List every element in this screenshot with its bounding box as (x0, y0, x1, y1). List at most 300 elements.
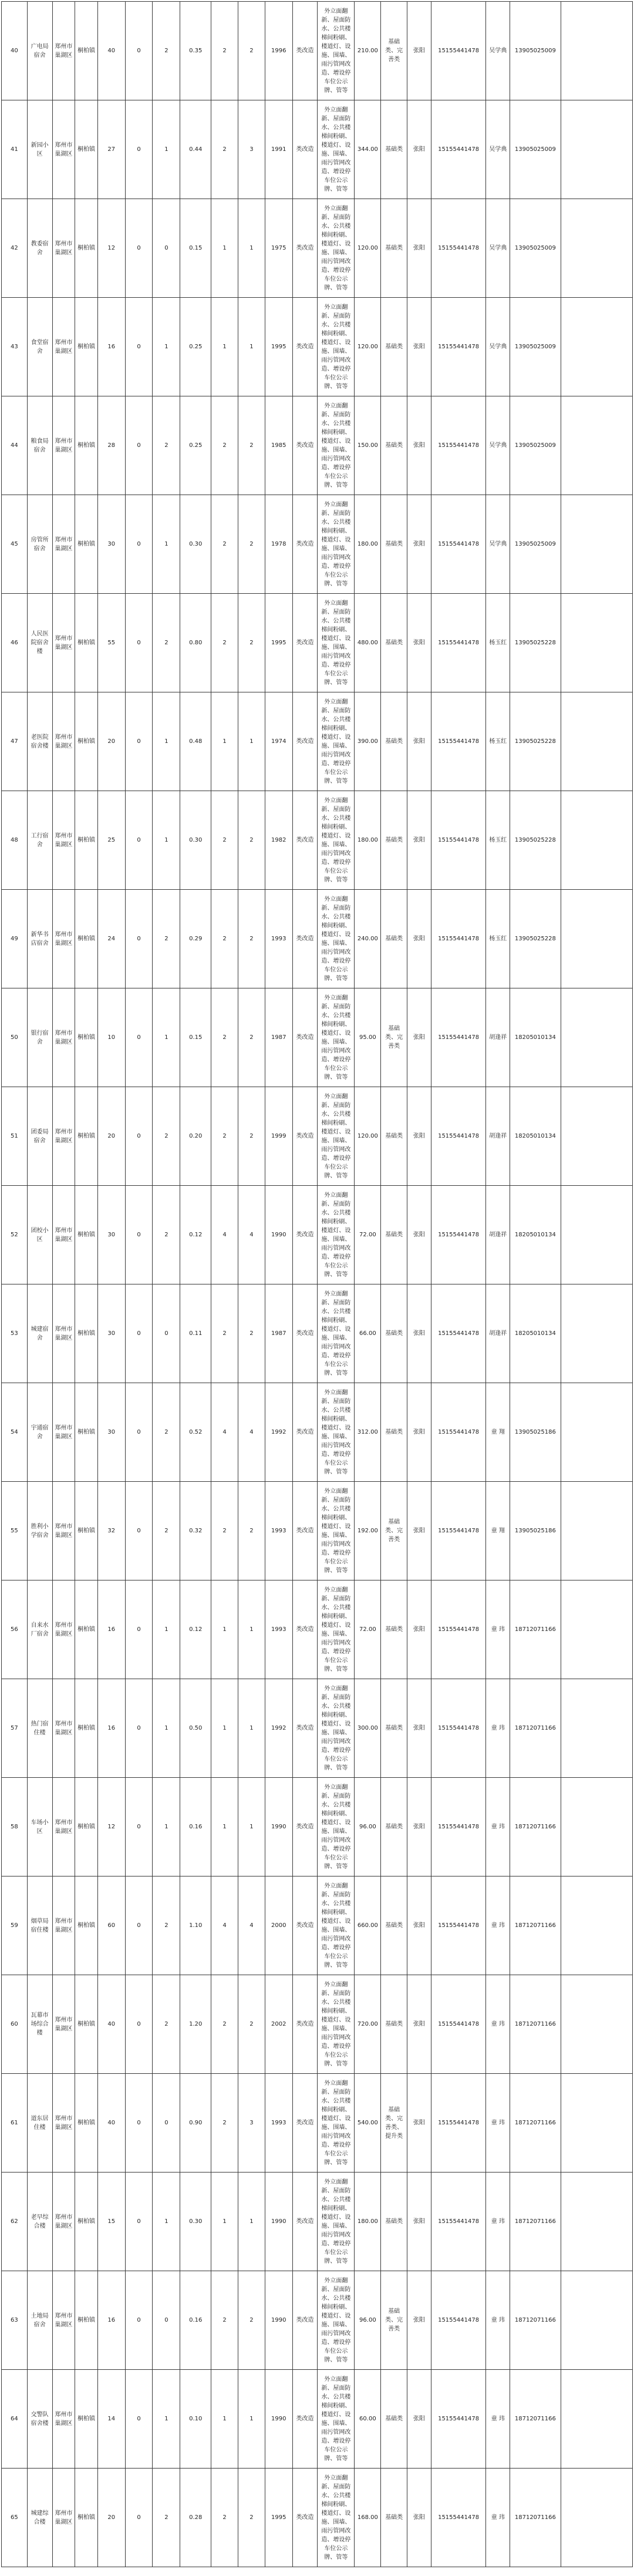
count-a: 0 (125, 2271, 153, 2370)
table-row (2, 1284, 633, 1383)
renovation-type: 类改造 (292, 2271, 318, 2370)
row-number: 46 (2, 594, 28, 692)
area: 1.10 (180, 1876, 211, 1975)
households: 14 (97, 2370, 125, 2469)
households: 20 (97, 2469, 125, 2567)
count-b: 1 (153, 1778, 180, 1876)
remarks (561, 1679, 632, 1778)
row-number: 49 (2, 890, 28, 988)
responsible-person: 张阳 (407, 199, 431, 298)
community-contact: 吴学典 (486, 100, 510, 199)
remarks (561, 396, 632, 495)
contact-phone: 15155441478 (431, 298, 486, 396)
row-number: 43 (2, 298, 28, 396)
buildings: 1 (211, 2173, 238, 2271)
street: 桐柏镇 (75, 2173, 98, 2271)
community-contact: 童 玮 (486, 2469, 510, 2567)
area: 0.44 (180, 100, 211, 199)
buildings: 2 (211, 495, 238, 594)
street: 桐柏镇 (75, 1186, 98, 1284)
responsible-person: 张阳 (407, 100, 431, 199)
renovation-content: 外立面翻新、屋面防水、公共楼梯间粉刷、楼道灯、设施、围墙、雨污管网改造、增设停车位公示牌、管等 (318, 396, 355, 495)
community-phone: 13905025009 (510, 199, 561, 298)
remarks (561, 199, 632, 298)
count-b: 0 (153, 1284, 180, 1383)
community-contact: 童 玮 (486, 2173, 510, 2271)
area: 0.15 (180, 988, 211, 1087)
households: 20 (97, 1087, 125, 1186)
build-year: 1982 (265, 791, 292, 890)
remarks (561, 1580, 632, 1679)
renovation-table (1, 1, 633, 2567)
street: 桐柏镇 (75, 1284, 98, 1383)
district: 郑州市巢湖区 (52, 1284, 75, 1383)
table-row (2, 1482, 633, 1580)
street: 桐柏镇 (75, 1580, 98, 1679)
investment-amount: 72.00 (355, 1580, 381, 1679)
renovation-type: 类改造 (292, 100, 318, 199)
renovation-type: 类改造 (292, 890, 318, 988)
count-a: 0 (125, 1679, 153, 1778)
units: 1 (238, 2173, 265, 2271)
renovation-content: 外立面翻新、屋面防水、公共楼梯间粉刷、楼道灯、设施、围墙、雨污管网改造、增设停车位公示牌、管等 (318, 1778, 355, 1876)
district: 郑州市巢湖区 (52, 100, 75, 199)
remarks (561, 988, 632, 1087)
responsible-person: 张阳 (407, 2173, 431, 2271)
community-contact: 吴学典 (486, 495, 510, 594)
renovation-type: 类改造 (292, 298, 318, 396)
count-a: 0 (125, 1284, 153, 1383)
community-name: 交警队宿舍楼 (27, 2370, 52, 2469)
buildings: 1 (211, 1679, 238, 1778)
buildings: 1 (211, 1580, 238, 1679)
community-phone: 13905025009 (510, 2, 561, 100)
remarks (561, 1284, 632, 1383)
build-year: 2002 (265, 1975, 292, 2074)
responsible-person: 张阳 (407, 1876, 431, 1975)
community-phone: 18712071166 (510, 1580, 561, 1679)
build-year: 1993 (265, 890, 292, 988)
renovation-type: 类改造 (292, 1975, 318, 2074)
renovation-type: 类改造 (292, 1482, 318, 1580)
remarks (561, 2370, 632, 2469)
renovation-category: 基础类 (381, 2173, 407, 2271)
renovation-category: 基础类 (381, 594, 407, 692)
district: 郑州市巢湖区 (52, 791, 75, 890)
table-row (2, 2, 633, 100)
count-a: 0 (125, 2370, 153, 2469)
investment-amount: 720.00 (355, 1975, 381, 2074)
renovation-category: 基础类 (381, 1975, 407, 2074)
table-row (2, 1876, 633, 1975)
build-year: 1993 (265, 1580, 292, 1679)
community-phone: 13905025228 (510, 791, 561, 890)
build-year: 1995 (265, 298, 292, 396)
renovation-content: 外立面翻新、屋面防水、公共楼梯间粉刷、楼道灯、设施、围墙、雨污管网改造、增设停车位公示牌、管等 (318, 1186, 355, 1284)
renovation-content: 外立面翻新、屋面防水、公共楼梯间粉刷、楼道灯、设施、围墙、雨污管网改造、增设停车位公示牌、管等 (318, 1284, 355, 1383)
units: 1 (238, 199, 265, 298)
street: 桐柏镇 (75, 199, 98, 298)
area: 0.32 (180, 1482, 211, 1580)
households: 25 (97, 791, 125, 890)
community-phone: 18712071166 (510, 1679, 561, 1778)
remarks (561, 2, 632, 100)
remarks (561, 2271, 632, 2370)
investment-amount: 96.00 (355, 1778, 381, 1876)
street: 桐柏镇 (75, 1876, 98, 1975)
community-phone: 18205010134 (510, 1186, 561, 1284)
households: 16 (97, 1679, 125, 1778)
households: 20 (97, 692, 125, 791)
district: 郑州市巢湖区 (52, 396, 75, 495)
street: 桐柏镇 (75, 495, 98, 594)
responsible-person: 张阳 (407, 1482, 431, 1580)
remarks (561, 100, 632, 199)
renovation-content: 外立面翻新、屋面防水、公共楼梯间粉刷、楼道灯、设施、围墙、雨污管网改造、增设停车位公示牌、管等 (318, 791, 355, 890)
row-number: 52 (2, 1186, 28, 1284)
street: 桐柏镇 (75, 1679, 98, 1778)
renovation-category: 基础类 (381, 1778, 407, 1876)
community-contact: 胡逢祥 (486, 1186, 510, 1284)
count-a: 0 (125, 1975, 153, 2074)
renovation-type: 类改造 (292, 1876, 318, 1975)
households: 30 (97, 1284, 125, 1383)
area: 0.12 (180, 1580, 211, 1679)
buildings: 2 (211, 1284, 238, 1383)
contact-phone: 15155441478 (431, 1186, 486, 1284)
count-a: 0 (125, 1482, 153, 1580)
count-b: 1 (153, 100, 180, 199)
buildings: 2 (211, 2, 238, 100)
build-year: 1995 (265, 2469, 292, 2567)
row-number: 41 (2, 100, 28, 199)
community-contact: 童 玮 (486, 2074, 510, 2173)
community-contact: 吴学典 (486, 199, 510, 298)
units: 3 (238, 2074, 265, 2173)
contact-phone: 15155441478 (431, 890, 486, 988)
buildings: 2 (211, 1482, 238, 1580)
contact-phone: 15155441478 (431, 1975, 486, 2074)
remarks (561, 495, 632, 594)
count-a: 0 (125, 2, 153, 100)
renovation-content: 外立面翻新、屋面防水、公共楼梯间粉刷、楼道灯、设施、围墙、雨污管网改造、增设停车位公示牌、管等 (318, 2, 355, 100)
street: 桐柏镇 (75, 2074, 98, 2173)
community-contact: 童 玮 (486, 1679, 510, 1778)
build-year: 1991 (265, 100, 292, 199)
community-contact: 胡逢祥 (486, 988, 510, 1087)
community-name: 老早综合楼 (27, 2173, 52, 2271)
table-row (2, 2074, 633, 2173)
remarks (561, 2469, 632, 2567)
remarks (561, 594, 632, 692)
table-row (2, 2370, 633, 2469)
contact-phone: 15155441478 (431, 692, 486, 791)
area: 0.90 (180, 2074, 211, 2173)
renovation-content: 外立面翻新、屋面防水、公共楼梯间粉刷、楼道灯、设施、围墙、雨污管网改造、增设停车位公示牌、管等 (318, 2074, 355, 2173)
row-number: 47 (2, 692, 28, 791)
count-a: 0 (125, 1186, 153, 1284)
row-number: 40 (2, 2, 28, 100)
units: 2 (238, 791, 265, 890)
responsible-person: 张阳 (407, 692, 431, 791)
count-b: 2 (153, 1482, 180, 1580)
community-name: 自来水厂宿舍 (27, 1580, 52, 1679)
community-name: 瓦幕市场综合楼 (27, 1975, 52, 2074)
renovation-type: 类改造 (292, 2173, 318, 2271)
renovation-category: 基础类 (381, 495, 407, 594)
responsible-person: 张阳 (407, 298, 431, 396)
count-b: 2 (153, 2469, 180, 2567)
row-number: 56 (2, 1580, 28, 1679)
community-name: 团校小区 (27, 1186, 52, 1284)
district: 郑州市巢湖区 (52, 199, 75, 298)
count-a: 0 (125, 594, 153, 692)
table-row (2, 988, 633, 1087)
contact-phone: 15155441478 (431, 2074, 486, 2173)
units: 2 (238, 396, 265, 495)
community-name: 新园小区 (27, 100, 52, 199)
community-name: 工行宿舍 (27, 791, 52, 890)
units: 2 (238, 1482, 265, 1580)
count-b: 2 (153, 1087, 180, 1186)
buildings: 2 (211, 988, 238, 1087)
district: 郑州市巢湖区 (52, 1383, 75, 1482)
responsible-person: 张阳 (407, 2271, 431, 2370)
count-a: 0 (125, 791, 153, 890)
row-number: 58 (2, 1778, 28, 1876)
row-number: 64 (2, 2370, 28, 2469)
remarks (561, 1876, 632, 1975)
renovation-category: 基础类 (381, 298, 407, 396)
row-number: 65 (2, 2469, 28, 2567)
district: 郑州市巢湖区 (52, 988, 75, 1087)
area: 0.15 (180, 199, 211, 298)
contact-phone: 15155441478 (431, 1679, 486, 1778)
community-contact: 童 玮 (486, 1876, 510, 1975)
community-contact: 胡逢祥 (486, 1087, 510, 1186)
buildings: 2 (211, 2469, 238, 2567)
area: 0.48 (180, 692, 211, 791)
build-year: 1987 (265, 988, 292, 1087)
investment-amount: 180.00 (355, 495, 381, 594)
count-a: 0 (125, 1580, 153, 1679)
responsible-person: 张阳 (407, 1580, 431, 1679)
renovation-content: 外立面翻新、屋面防水、公共楼梯间粉刷、楼道灯、设施、围墙、雨污管网改造、增设停车位公示牌、管等 (318, 2271, 355, 2370)
count-a: 0 (125, 2074, 153, 2173)
investment-amount: 344.00 (355, 100, 381, 199)
street: 桐柏镇 (75, 2271, 98, 2370)
district: 郑州市巢湖区 (52, 692, 75, 791)
community-name: 人民医院宿舍楼 (27, 594, 52, 692)
community-contact: 童 玮 (486, 1975, 510, 2074)
investment-amount: 300.00 (355, 1679, 381, 1778)
households: 30 (97, 1186, 125, 1284)
count-b: 2 (153, 1186, 180, 1284)
count-b: 2 (153, 1975, 180, 2074)
renovation-category: 基础类、完善类、提升类 (381, 2074, 407, 2173)
remarks (561, 1087, 632, 1186)
row-number: 45 (2, 495, 28, 594)
investment-amount: 240.00 (355, 890, 381, 988)
street: 桐柏镇 (75, 298, 98, 396)
remarks (561, 1186, 632, 1284)
street: 桐柏镇 (75, 1087, 98, 1186)
district: 郑州市巢湖区 (52, 2074, 75, 2173)
district: 郑州市巢湖区 (52, 1580, 75, 1679)
community-phone: 13905025009 (510, 396, 561, 495)
contact-phone: 15155441478 (431, 2271, 486, 2370)
buildings: 1 (211, 199, 238, 298)
row-number: 50 (2, 988, 28, 1087)
remarks (561, 2173, 632, 2271)
count-a: 0 (125, 1383, 153, 1482)
households: 12 (97, 1778, 125, 1876)
table-row (2, 2469, 633, 2567)
district: 郑州市巢湖区 (52, 2, 75, 100)
investment-amount: 72.00 (355, 1186, 381, 1284)
street: 桐柏镇 (75, 2370, 98, 2469)
investment-amount: 168.00 (355, 2469, 381, 2567)
renovation-category: 基础类、完善类 (381, 988, 407, 1087)
district: 郑州市巢湖区 (52, 1087, 75, 1186)
row-number: 61 (2, 2074, 28, 2173)
build-year: 1992 (265, 1383, 292, 1482)
build-year: 1990 (265, 1186, 292, 1284)
community-name: 道东居住楼 (27, 2074, 52, 2173)
units: 3 (238, 100, 265, 199)
contact-phone: 15155441478 (431, 2370, 486, 2469)
households: 40 (97, 2074, 125, 2173)
renovation-category: 基础类 (381, 199, 407, 298)
households: 16 (97, 1580, 125, 1679)
row-number: 63 (2, 2271, 28, 2370)
renovation-type: 类改造 (292, 495, 318, 594)
units: 4 (238, 1186, 265, 1284)
count-a: 0 (125, 495, 153, 594)
count-b: 2 (153, 890, 180, 988)
units: 4 (238, 1383, 265, 1482)
contact-phone: 15155441478 (431, 1383, 486, 1482)
renovation-category: 基础类 (381, 1186, 407, 1284)
district: 郑州市巢湖区 (52, 2173, 75, 2271)
community-contact: 吴学典 (486, 396, 510, 495)
row-number: 44 (2, 396, 28, 495)
investment-amount: 120.00 (355, 298, 381, 396)
buildings: 2 (211, 1975, 238, 2074)
row-number: 53 (2, 1284, 28, 1383)
build-year: 1990 (265, 2173, 292, 2271)
district: 郑州市巢湖区 (52, 1975, 75, 2074)
renovation-category: 基础类 (381, 100, 407, 199)
contact-phone: 15155441478 (431, 495, 486, 594)
investment-amount: 210.00 (355, 2, 381, 100)
build-year: 1974 (265, 692, 292, 791)
table-row (2, 298, 633, 396)
district: 郑州市巢湖区 (52, 495, 75, 594)
street: 桐柏镇 (75, 692, 98, 791)
build-year: 1987 (265, 1284, 292, 1383)
community-name: 城建宿舍 (27, 1284, 52, 1383)
community-phone: 18712071166 (510, 2173, 561, 2271)
community-contact: 杨玉红 (486, 692, 510, 791)
table-row (2, 1580, 633, 1679)
count-a: 0 (125, 1778, 153, 1876)
buildings: 4 (211, 1383, 238, 1482)
community-phone: 18205010134 (510, 1087, 561, 1186)
row-number: 62 (2, 2173, 28, 2271)
households: 28 (97, 396, 125, 495)
renovation-content: 外立面翻新、屋面防水、公共楼梯间粉刷、楼道灯、设施、围墙、雨污管网改造、增设停车位公示牌、管等 (318, 1975, 355, 2074)
responsible-person: 张阳 (407, 2, 431, 100)
build-year: 1995 (265, 594, 292, 692)
count-b: 1 (153, 2370, 180, 2469)
table-row (2, 2173, 633, 2271)
responsible-person: 张阳 (407, 2469, 431, 2567)
count-b: 2 (153, 594, 180, 692)
responsible-person: 张阳 (407, 988, 431, 1087)
community-name: 房管所宿舍 (27, 495, 52, 594)
renovation-content: 外立面翻新、屋面防水、公共楼梯间粉刷、楼道灯、设施、围墙、雨污管网改造、增设停车位公示牌、管等 (318, 1087, 355, 1186)
responsible-person: 张阳 (407, 2370, 431, 2469)
contact-phone: 15155441478 (431, 1482, 486, 1580)
households: 30 (97, 1383, 125, 1482)
community-contact: 杨玉红 (486, 890, 510, 988)
responsible-person: 张阳 (407, 396, 431, 495)
renovation-content: 外立面翻新、屋面防水、公共楼梯间粉刷、楼道灯、设施、围墙、雨污管网改造、增设停车位公示牌、管等 (318, 692, 355, 791)
remarks (561, 1975, 632, 2074)
households: 15 (97, 2173, 125, 2271)
build-year: 1978 (265, 495, 292, 594)
renovation-type: 类改造 (292, 692, 318, 791)
area: 0.30 (180, 791, 211, 890)
units: 1 (238, 1679, 265, 1778)
count-b: 2 (153, 2, 180, 100)
renovation-type: 类改造 (292, 988, 318, 1087)
renovation-content: 外立面翻新、屋面防水、公共楼梯间粉刷、楼道灯、设施、围墙、雨污管网改造、增设停车位公示牌、管等 (318, 594, 355, 692)
street: 桐柏镇 (75, 791, 98, 890)
district: 郑州市巢湖区 (52, 1482, 75, 1580)
responsible-person: 张阳 (407, 594, 431, 692)
row-number: 51 (2, 1087, 28, 1186)
contact-phone: 15155441478 (431, 396, 486, 495)
remarks (561, 2074, 632, 2173)
buildings: 2 (211, 594, 238, 692)
households: 10 (97, 988, 125, 1087)
renovation-content: 外立面翻新、屋面防水、公共楼梯间粉刷、楼道灯、设施、围墙、雨污管网改造、增设停车位公示牌、管等 (318, 298, 355, 396)
table-row (2, 594, 633, 692)
buildings: 2 (211, 396, 238, 495)
community-phone: 18712071166 (510, 1876, 561, 1975)
buildings: 2 (211, 2074, 238, 2173)
renovation-content: 外立面翻新、屋面防水、公共楼梯间粉刷、楼道灯、设施、围墙、雨污管网改造、增设停车位公示牌、管等 (318, 2173, 355, 2271)
table-row (2, 692, 633, 791)
build-year: 2000 (265, 1876, 292, 1975)
area: 0.20 (180, 1087, 211, 1186)
remarks (561, 298, 632, 396)
count-a: 0 (125, 1876, 153, 1975)
community-phone: 18712071166 (510, 2074, 561, 2173)
community-name: 胜利小学宿舍 (27, 1482, 52, 1580)
community-phone: 13905025228 (510, 692, 561, 791)
community-contact: 吴学典 (486, 298, 510, 396)
buildings: 1 (211, 692, 238, 791)
responsible-person: 张阳 (407, 1679, 431, 1778)
community-contact: 童 玮 (486, 1580, 510, 1679)
remarks (561, 1482, 632, 1580)
count-b: 1 (153, 2173, 180, 2271)
community-phone: 18205010134 (510, 988, 561, 1087)
community-phone: 13905025186 (510, 1383, 561, 1482)
